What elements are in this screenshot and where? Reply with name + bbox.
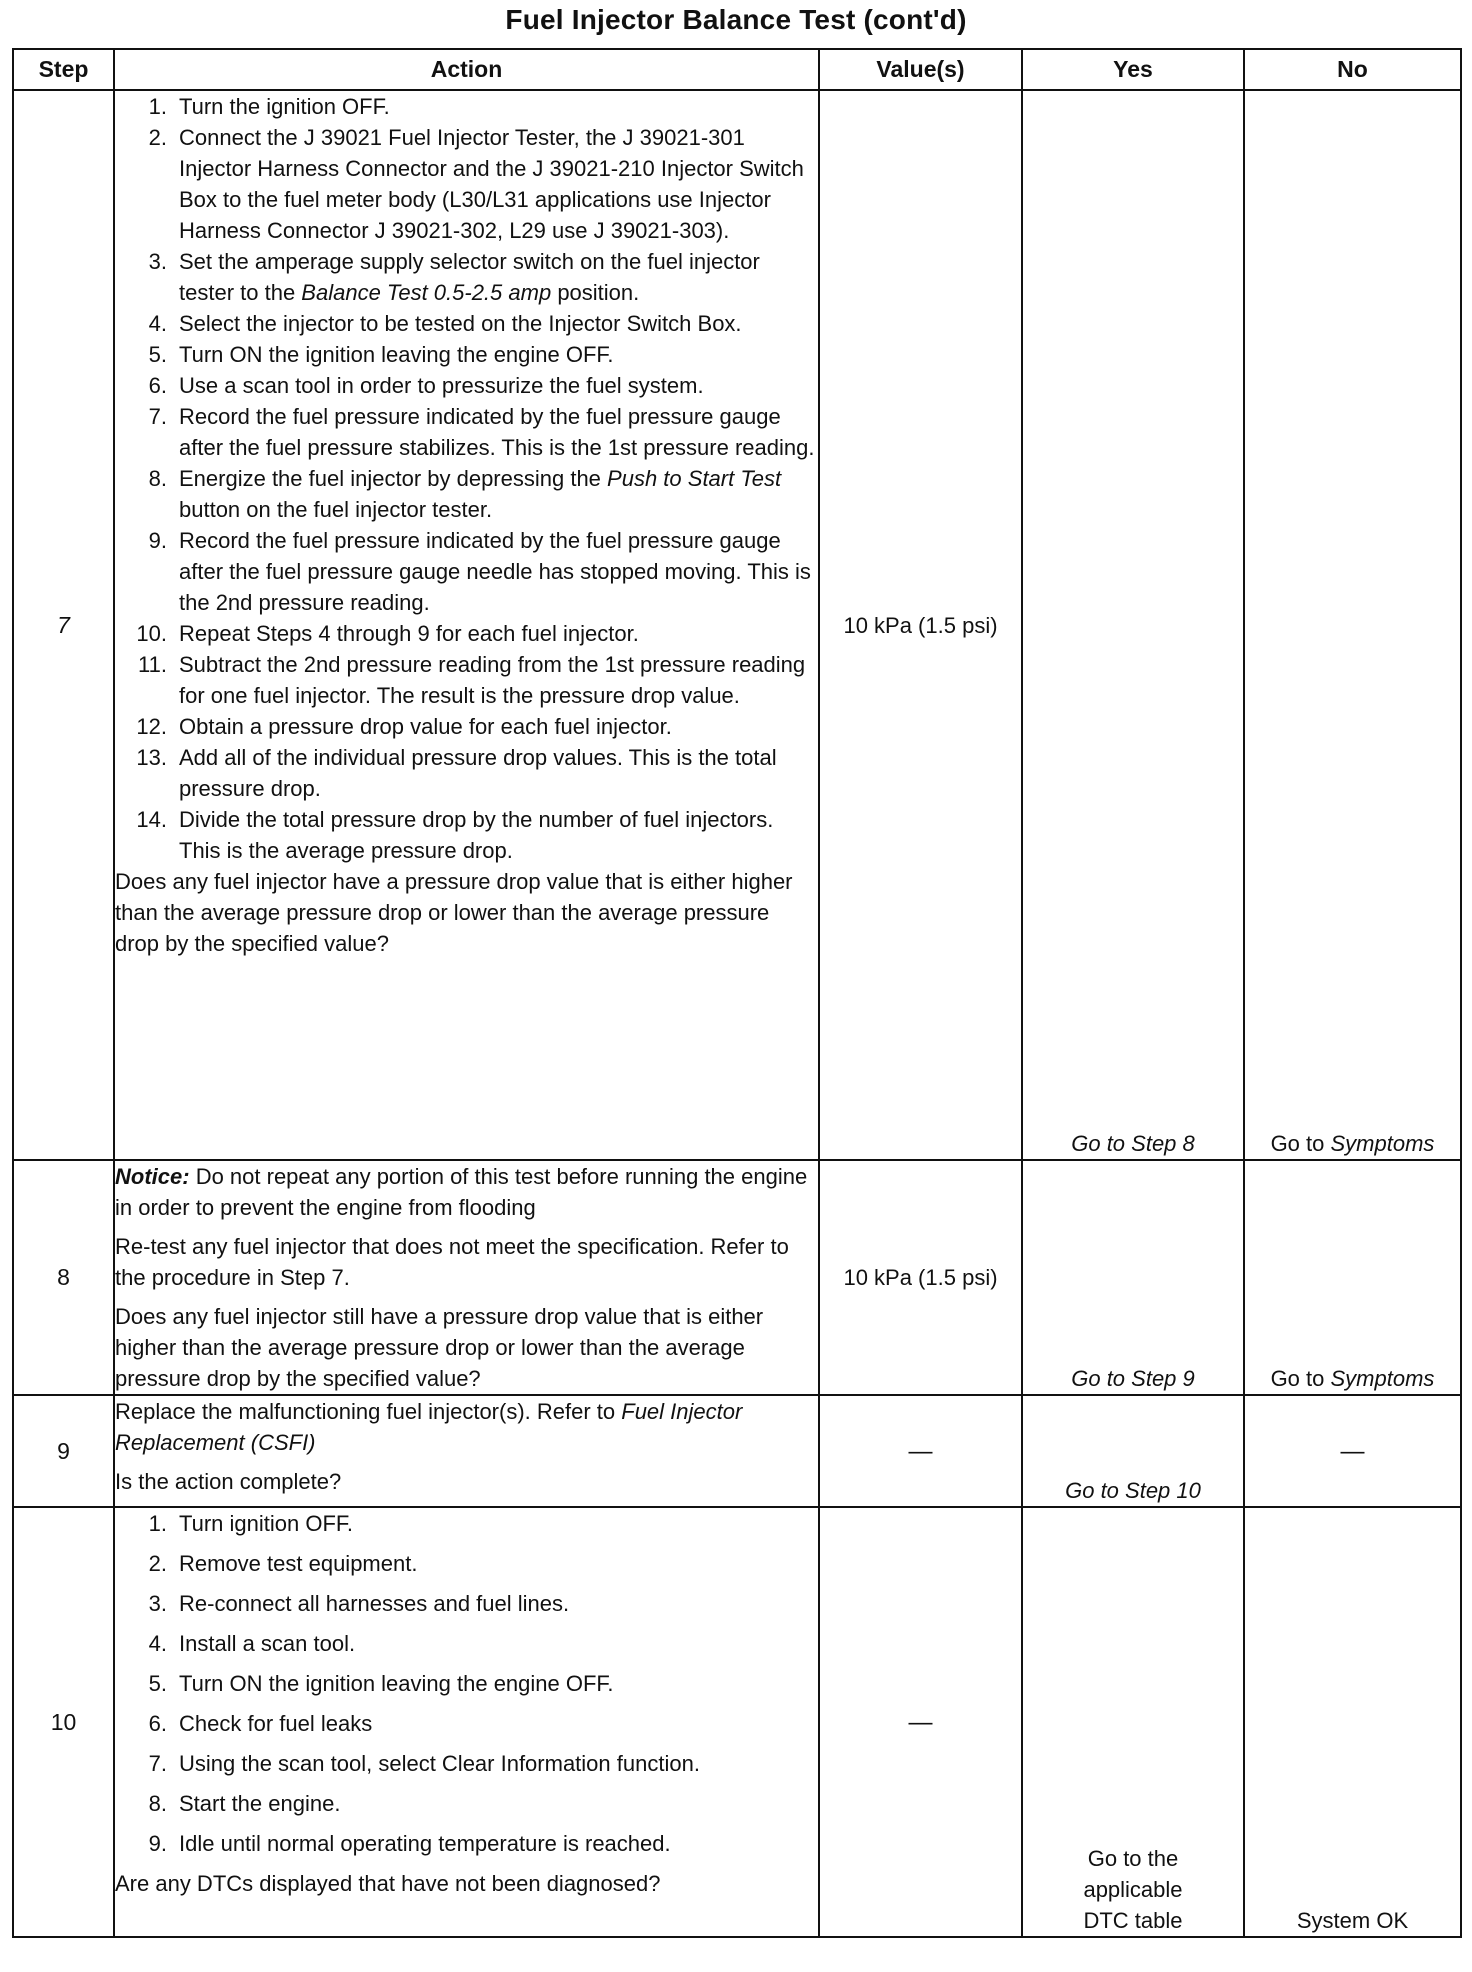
list-item: [115, 742, 818, 804]
list-item-number: 7.: [148, 404, 167, 429]
step-question: Does any fuel injector still have a pressure drop value that is either higher than the average pressure drop or lower than the average pressure drop by the specified value?: [115, 1304, 764, 1391]
yes-cell: [1022, 1507, 1244, 1937]
list-item-number: 7.: [148, 1751, 167, 1776]
list-item-number: 5.: [148, 1671, 167, 1696]
diagnostic-table: [12, 48, 1462, 1938]
list-item-text: Remove test equipment.: [179, 1551, 418, 1576]
list-item: [115, 525, 818, 618]
list-item-text: Idle until normal operating temperature is reached.: [179, 1831, 671, 1856]
list-item-number: 8.: [148, 1791, 167, 1816]
notice: [115, 1161, 818, 1223]
no-cell: [1244, 90, 1461, 1160]
list-item: [115, 122, 818, 246]
list-item: [115, 1588, 818, 1619]
list-item-text: Turn ON the ignition leaving the engine OFF.: [179, 1671, 614, 1696]
list-item: [115, 1748, 818, 1779]
value-cell: 10 kPa (1.5 psi): [819, 1160, 1022, 1395]
list-item-text: Turn ignition OFF.: [179, 1511, 354, 1536]
table-row-step-8: [13, 1160, 1461, 1395]
list-item-text: Connect the J 39021 Fuel Injector Tester, the J 39021-301 Injector Harness Connector and the J 39021-210 Injector Switch Box to the fuel meter body (L30/L31 applications use Injector Harness Connector J 39021-302, L29 use J 39021-303).: [179, 125, 804, 243]
header-action: Action: [114, 49, 819, 90]
step-question: Are any DTCs displayed that have not been diagnosed?: [115, 1871, 661, 1896]
table-row-step-7: [13, 90, 1461, 1160]
step-number: 10: [13, 1507, 114, 1937]
header-yes: Yes: [1022, 49, 1244, 90]
list-item: [115, 1628, 818, 1659]
list-item: [115, 91, 818, 122]
list-item: [115, 463, 818, 525]
list-item-number: 6.: [148, 373, 167, 398]
list-item-text: [179, 246, 818, 308]
list-item-emphasis: Balance Test 0.5-2.5 amp: [301, 280, 552, 305]
list-item: [115, 1788, 818, 1819]
procedure-list: [115, 91, 818, 866]
list-item: [115, 1508, 818, 1539]
no-link[interactable]: Symptoms: [1330, 1131, 1435, 1156]
step-question: Does any fuel injector have a pressure drop value that is either higher than the average pressure drop or lower than the average pressure drop by the specified value?: [115, 869, 793, 956]
value-cell: 10 kPa (1.5 psi): [819, 90, 1022, 1160]
yes-link[interactable]: Go to Step 10: [1065, 1478, 1201, 1503]
list-item-text: Start the engine.: [179, 1791, 341, 1816]
list-item: [115, 308, 818, 339]
list-item-text: Select the injector to be tested on the Injector Switch Box.: [179, 311, 742, 336]
list-item-number: 1.: [148, 94, 167, 119]
list-item-number: 5.: [148, 342, 167, 367]
action-cell: [114, 1395, 819, 1507]
yes-cell: [1022, 90, 1244, 1160]
header-values: Value(s): [819, 49, 1022, 90]
list-item-number: 11.: [138, 652, 167, 677]
list-item: [115, 401, 818, 463]
header-step: Step: [13, 49, 114, 90]
list-item-text: Divide the total pressure drop by the number of fuel injectors. This is the average pressure drop.: [179, 807, 774, 863]
list-item-number: 9.: [148, 528, 167, 553]
list-item-number: 1.: [148, 1511, 167, 1536]
list-item: [115, 618, 818, 649]
list-item-text: Subtract the 2nd pressure reading from the 1st pressure reading for one fuel injector. The result is the pressure drop value.: [179, 652, 806, 708]
no-link[interactable]: Symptoms: [1330, 1366, 1435, 1391]
list-item-number: 13.: [136, 745, 167, 770]
list-item-text: Record the fuel pressure indicated by the fuel pressure gauge after the fuel pressure stabilizes. This is the 1st pressure reading.: [179, 404, 815, 460]
yes-link[interactable]: Go to Step 8: [1071, 1131, 1195, 1156]
list-item-text: Install a scan tool.: [179, 1631, 356, 1656]
list-item: [115, 804, 818, 866]
no-cell: —: [1244, 1395, 1461, 1507]
list-item-number: 3.: [148, 249, 167, 274]
value-cell: —: [819, 1507, 1022, 1937]
list-item-number: 12.: [136, 714, 167, 739]
header-no: No: [1244, 49, 1461, 90]
list-item-text: Check for fuel leaks: [179, 1711, 373, 1736]
list-item: [115, 1548, 818, 1579]
notice-text: Do not repeat any portion of this test before running the engine in order to prevent the engine from flooding: [115, 1164, 808, 1220]
list-item-text-part: position.: [551, 280, 640, 305]
list-item-text: [179, 463, 818, 525]
yes-cell: [1022, 1160, 1244, 1395]
table-row-step-9: [13, 1395, 1461, 1507]
action-cell: [114, 1160, 819, 1395]
step-instruction: [115, 1396, 818, 1458]
step-instruction: Re-test any fuel injector that does not meet the specification. Refer to the procedure in Step 7.: [115, 1234, 789, 1290]
list-item-number: 4.: [148, 1631, 167, 1656]
list-item-number: 9.: [148, 1831, 167, 1856]
procedure-list: [115, 1508, 818, 1859]
instruction-text: Replace the malfunctioning fuel injector(s). Refer to: [115, 1399, 622, 1424]
list-item-number: 2.: [148, 125, 167, 150]
value-cell: —: [819, 1395, 1022, 1507]
list-item: [115, 1668, 818, 1699]
list-item: [115, 711, 818, 742]
list-item: [115, 1708, 818, 1739]
list-item-number: 10.: [136, 621, 167, 646]
action-cell: [114, 90, 819, 1160]
step-number: 7: [13, 90, 114, 1160]
no-cell: [1244, 1160, 1461, 1395]
action-cell: [114, 1507, 819, 1937]
page-title: Fuel Injector Balance Test (cont'd): [505, 4, 967, 35]
list-item-text: Turn the ignition OFF.: [179, 94, 390, 119]
list-item-text: Turn ON the ignition leaving the engine OFF.: [179, 342, 614, 367]
list-item-text: Repeat Steps 4 through 9 for each fuel injector.: [179, 621, 639, 646]
list-item-text: Using the scan tool, select Clear Information function.: [179, 1751, 700, 1776]
list-item-number: 3.: [148, 1591, 167, 1616]
step-question: Is the action complete?: [115, 1469, 342, 1494]
list-item: [115, 649, 818, 711]
notice-label: Notice:: [115, 1164, 190, 1189]
yes-link[interactable]: Go to the applicable DTC table: [1083, 1846, 1183, 1933]
list-item-number: 2.: [148, 1551, 167, 1576]
list-item: [115, 370, 818, 401]
list-item-number: 4.: [148, 311, 167, 336]
list-item-number: 14.: [136, 807, 167, 832]
list-item-text-part: Set the amperage supply selector switch on the fuel injector tester to the: [179, 249, 760, 305]
list-item-text-part: button on the fuel injector tester.: [179, 497, 493, 522]
reference-link[interactable]: Fuel Injector Replacement (CSFI): [115, 1399, 743, 1455]
yes-link[interactable]: Go to Step 9: [1071, 1366, 1195, 1391]
no-prefix: Go to: [1270, 1131, 1325, 1156]
list-item: [115, 339, 818, 370]
list-item: [115, 246, 818, 308]
no-result: System OK: [1296, 1908, 1409, 1933]
list-item: [115, 1828, 818, 1859]
yes-cell: [1022, 1395, 1244, 1507]
list-item-text: Re-connect all harnesses and fuel lines.: [179, 1591, 570, 1616]
list-item-text: Add all of the individual pressure drop values. This is the total pressure drop.: [179, 745, 777, 801]
no-prefix: Go to: [1270, 1366, 1325, 1391]
list-item-text: Record the fuel pressure indicated by the fuel pressure gauge after the fuel pressure gauge needle has stopped moving. This is the 2nd pressure reading.: [179, 528, 811, 615]
list-item-text-part: Energize the fuel injector by depressing the: [179, 466, 608, 491]
list-item-emphasis: Push to Start Test: [607, 466, 782, 491]
list-item-text: Use a scan tool in order to pressurize the fuel system.: [179, 373, 704, 398]
step-number: 8: [13, 1160, 114, 1395]
no-cell: [1244, 1507, 1461, 1937]
table-row-step-10: [13, 1507, 1461, 1937]
table-header-row: [13, 49, 1461, 90]
list-item-number: 6.: [148, 1711, 167, 1736]
list-item-number: 8.: [148, 466, 167, 491]
list-item-text: Obtain a pressure drop value for each fuel injector.: [179, 714, 672, 739]
step-number: 9: [13, 1395, 114, 1507]
